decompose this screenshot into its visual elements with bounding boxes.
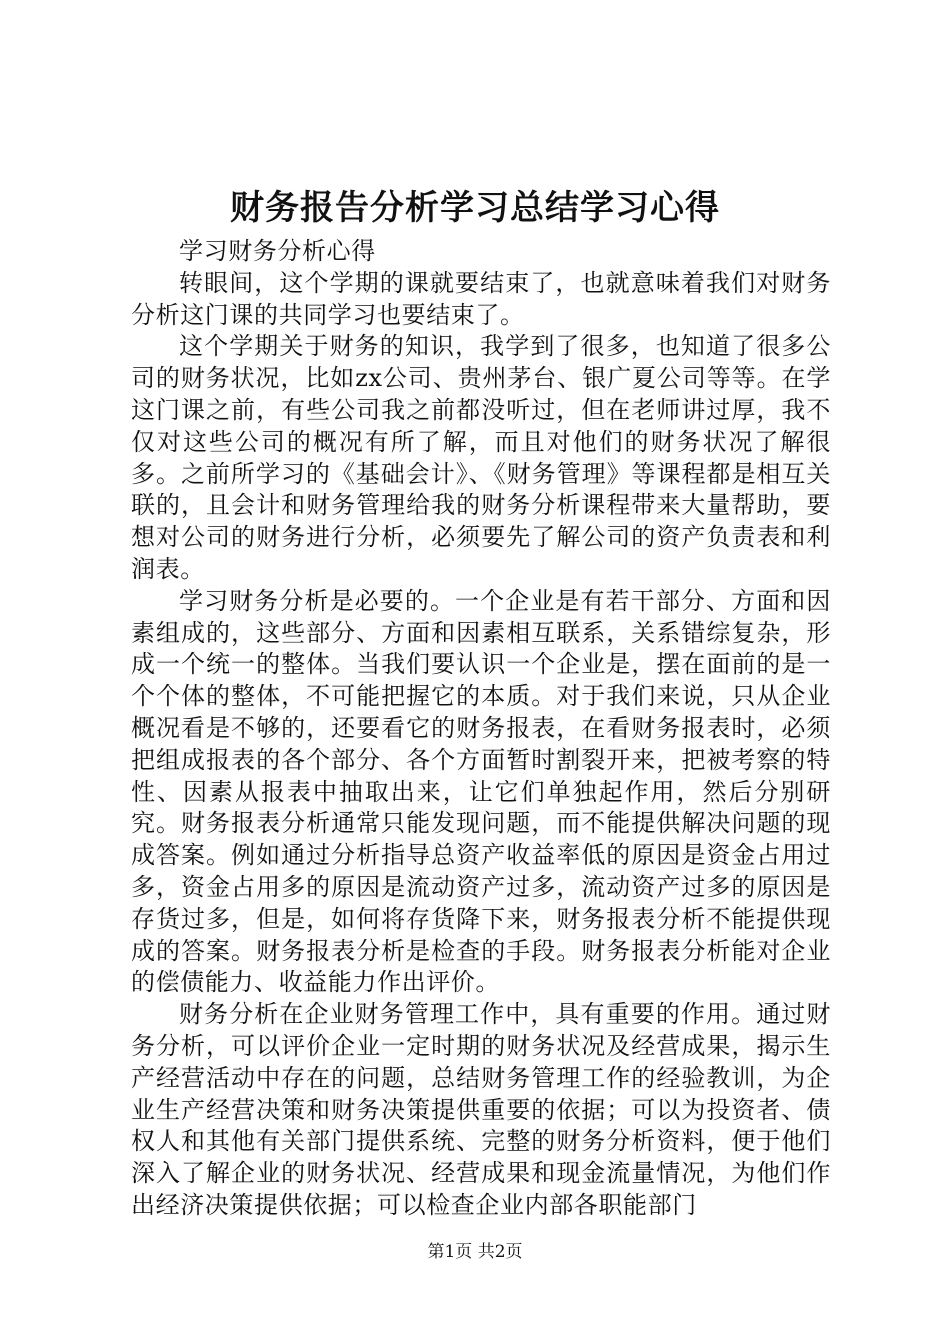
document-body — [131, 236, 831, 1222]
body-paragraph: 财务分析在企业财务管理工作中，具有重要的作用。通过财务分析，可以评价企业一定时期的财务状况及经营成果，揭示生产经营活动中存在的问题，总结财务管理工作的经验教训，为企业生产经营决策和财务决策提供重要的依据；可以为投资者、债权人和其他有关部门提供系统、完整的财务分析资料，便于他们深入了解企业的财务状况、经营成果和现金流量情况，为他们作出经济决策提供依据；可以检查企业内部各职能部门 — [131, 1000, 831, 1219]
body-paragraph: 学习财务分析是必要的。一个企业是有若干部分、方面和因素组成的，这些部分、方面和因素相互联系，关系错综复杂，形成一个统一的整体。当我们要认识一个企业是，摆在面前的是一个个体的整体，不可能把握它的本质。对于我们来说，只从企业概况看是不够的，还要看它的财务报表，在看财务报表时，必须把组成报表的各个部分、各个方面暂时割裂开来，把被考察的特性、因素从报表中抽取出来，让它们单独起作用，然后分别研究。财务报表分析通常只能发现问题，而不能提供解决问题的现成答案。例如通过分析指导总资产收益率低的原因是资金占用过多，资金占用多的原因是流动资产过多，流动资产过多的原因是存货过多，但是，如何将存货降下来，财务报表分析不能提供现成的答案。财务报表分析是检查的手段。财务报表分析能对企业的偿债能力、收益能力作出评价。 — [131, 586, 831, 997]
document-title: 财务报告分析学习总结学习心得 — [230, 188, 720, 228]
body-paragraph: 转眼间，这个学期的课就要结束了，也就意味着我们对财务分析这门课的共同学习也要结束了。 — [131, 268, 831, 329]
body-paragraph: 这个学期关于财务的知识，我学到了很多，也知道了很多公司的财务状况，比如zx公司、贵州茅台、银广夏公司等等。在学这门课之前，有些公司我之前都没听过，但在老师讲过厚，我不仅对这些公司的概况有所了解，而且对他们的财务状况了解很多。之前所学习的《基础会计》、《财务管理》等课程都是相互关联的，且会计和财务管理给我的财务分析课程带来大量帮助，要想对公司的财务进行分析，必须要先了解公司的资产负责表和利润表。 — [131, 332, 831, 583]
subtitle-paragraph: 学习财务分析心得 — [179, 237, 376, 265]
page-number-footer: 第1页 共2页 — [427, 1242, 523, 1262]
